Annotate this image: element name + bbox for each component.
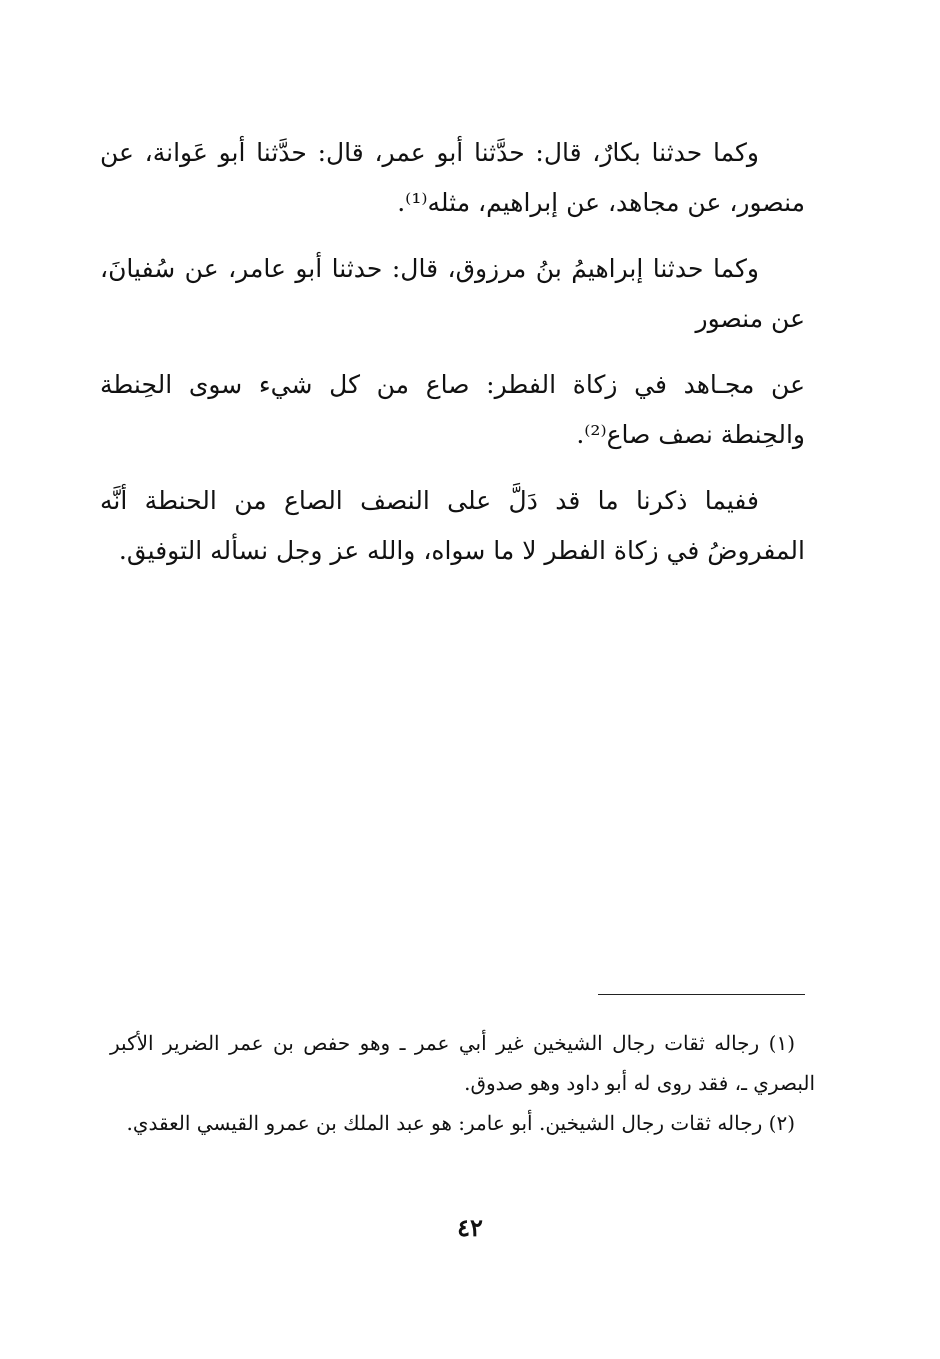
paragraph-3: عن مجـاهد في زكاة الفطر: صاع من كل شيء سوى الحِنطة والحِنطة نصف صاع⁽²⁾.: [100, 370, 805, 449]
footnotes-section: [110, 1023, 815, 1143]
paragraph-2: وكما حدثنا إبراهيمُ بنُ مرزوق، قال: حدثنا أبو عامر، عن سُفيانَ، عن منصور: [100, 254, 805, 333]
main-text-body: [100, 128, 805, 592]
footnote-2: (٢) رجاله ثقات رجال الشيخين. أبو عامر: هو عبد الملك بن عمرو القيسي العقدي.: [126, 1111, 795, 1135]
footnote-divider: [598, 994, 805, 995]
paragraph-4: ففيما ذكرنا ما قد دَلَّ على النصف الصاع من الحنطة أنَّه المفروضُ في زكاة الفطر لا ما سواه، والله عز وجل نسأله التوفيق.: [100, 486, 805, 565]
footnote-1: (١) رجاله ثقات رجال الشيخين غير أبي عمر ـ وهو حفص بن عمر الضرير الأكبر البصري ـ، فقد روى له أبو داود وهو صدوق.: [110, 1031, 815, 1095]
paragraph-1: وكما حدثنا بكارٌ، قال: حدَّثنا أبو عمر، قال: حدَّثنا أبو عَوانة، عن منصور، عن مجاهد، عن إبراهيم، مثله⁽¹⁾.: [100, 138, 805, 217]
page-number: ٤٢: [457, 1213, 483, 1242]
